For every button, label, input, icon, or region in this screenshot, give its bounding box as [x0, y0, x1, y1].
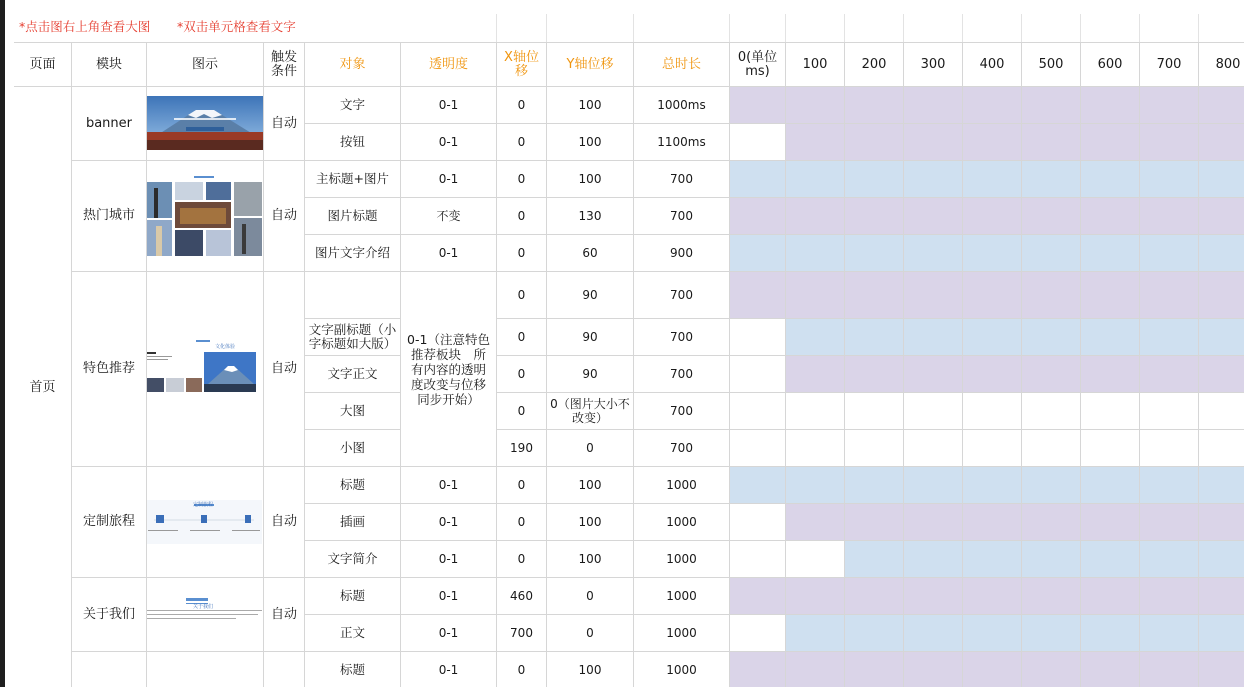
duration-cell[interactable]: 700: [634, 393, 730, 430]
timeline-cell[interactable]: [963, 319, 1022, 356]
timeline-cell[interactable]: [963, 393, 1022, 430]
header-cell[interactable]: 100: [786, 43, 845, 87]
timeline-cell[interactable]: [845, 430, 904, 467]
timeline-cell[interactable]: [1081, 430, 1140, 467]
timeline-cell[interactable]: [1140, 615, 1199, 652]
illustration-cell[interactable]: [147, 467, 264, 578]
timeline-cell[interactable]: [904, 235, 963, 272]
timeline-cell[interactable]: [1140, 198, 1199, 235]
trigger-cell[interactable]: [264, 652, 305, 687]
timeline-cell[interactable]: [1199, 393, 1244, 430]
timeline-cell[interactable]: [1140, 272, 1199, 319]
timeline-cell[interactable]: [963, 198, 1022, 235]
duration-cell[interactable]: 1000: [634, 504, 730, 541]
empty-top-cell[interactable]: [786, 14, 845, 43]
header-cell[interactable]: 400: [963, 43, 1022, 87]
object-cell[interactable]: 正文: [305, 615, 401, 652]
header-cell[interactable]: 总时长: [634, 43, 730, 87]
timeline-cell[interactable]: [904, 272, 963, 319]
duration-cell[interactable]: 1000ms: [634, 87, 730, 124]
timeline-cell[interactable]: [904, 124, 963, 161]
timeline-cell[interactable]: [845, 393, 904, 430]
thumbnail-caption: 关于我们: [193, 604, 214, 610]
timeline-cell[interactable]: [786, 319, 845, 356]
empty-top-cell[interactable]: [1199, 14, 1244, 43]
header-cell[interactable]: 图示: [147, 43, 264, 87]
object-cell[interactable]: 标题: [305, 467, 401, 504]
header-cell[interactable]: 0(单位ms): [730, 43, 786, 87]
opacity-cell[interactable]: 0-1: [401, 504, 497, 541]
timeline-cell[interactable]: [1199, 356, 1244, 393]
header-cell[interactable]: 800: [1199, 43, 1244, 87]
timeline-cell[interactable]: [845, 87, 904, 124]
y-offset-cell[interactable]: 100: [547, 541, 634, 578]
timeline-cell[interactable]: [1140, 356, 1199, 393]
trigger-cell[interactable]: 自动: [264, 578, 305, 652]
timeline-cell[interactable]: [1022, 161, 1081, 198]
timeline-cell[interactable]: [1081, 393, 1140, 430]
timeline-cell[interactable]: [786, 393, 845, 430]
timeline-cell[interactable]: [786, 356, 845, 393]
timeline-cell[interactable]: [1022, 356, 1081, 393]
timeline-cell[interactable]: [1140, 319, 1199, 356]
timeline-cell[interactable]: [963, 124, 1022, 161]
empty-top-cell[interactable]: [497, 14, 547, 43]
y-offset-cell[interactable]: 90: [547, 319, 634, 356]
timeline-cell[interactable]: [1081, 356, 1140, 393]
module-name-cell[interactable]: 定制旅程: [72, 467, 147, 578]
timeline-cell[interactable]: [1140, 467, 1199, 504]
timeline-cell[interactable]: [1081, 541, 1140, 578]
timeline-cell[interactable]: [1199, 124, 1244, 161]
x-offset-cell[interactable]: 460: [497, 578, 547, 615]
timeline-cell[interactable]: [1140, 87, 1199, 124]
empty-top-cell[interactable]: [845, 14, 904, 43]
timeline-cell[interactable]: [904, 198, 963, 235]
header-cell[interactable]: 模块: [72, 43, 147, 87]
trigger-cell[interactable]: 自动: [264, 87, 305, 161]
timeline-cell[interactable]: [786, 541, 845, 578]
timeline-cell[interactable]: [845, 615, 904, 652]
opacity-cell[interactable]: 0-1: [401, 578, 497, 615]
timeline-cell[interactable]: [904, 161, 963, 198]
timeline-cell[interactable]: [904, 430, 963, 467]
timeline-cell[interactable]: [963, 430, 1022, 467]
timeline-cell[interactable]: [904, 504, 963, 541]
y-offset-cell[interactable]: 90: [547, 272, 634, 319]
y-offset-cell[interactable]: 0: [547, 430, 634, 467]
timeline-cell[interactable]: [1140, 393, 1199, 430]
y-offset-cell[interactable]: 60: [547, 235, 634, 272]
timeline-cell[interactable]: [1081, 467, 1140, 504]
duration-cell[interactable]: 1000: [634, 541, 730, 578]
opacity-cell[interactable]: 不变: [401, 198, 497, 235]
timeline-cell[interactable]: [845, 467, 904, 504]
timeline-cell[interactable]: [963, 541, 1022, 578]
timeline-cell[interactable]: [786, 615, 845, 652]
timeline-cell[interactable]: [1022, 578, 1081, 615]
trigger-cell[interactable]: 自动: [264, 467, 305, 578]
timeline-cell[interactable]: [963, 615, 1022, 652]
timeline-cell[interactable]: [1199, 198, 1244, 235]
module-name-cell[interactable]: [72, 652, 147, 687]
timeline-cell[interactable]: [1081, 578, 1140, 615]
timeline-cell[interactable]: [730, 393, 786, 430]
timeline-cell[interactable]: [845, 124, 904, 161]
timeline-cell[interactable]: [1199, 652, 1244, 687]
duration-cell[interactable]: 1000: [634, 578, 730, 615]
timeline-cell[interactable]: [1140, 161, 1199, 198]
left-edge-bar: [0, 0, 5, 687]
timeline-cell[interactable]: [845, 652, 904, 687]
object-cell[interactable]: 图片文字介绍: [305, 235, 401, 272]
opacity-cell[interactable]: 0-1: [401, 467, 497, 504]
y-offset-cell[interactable]: 0（图片大小不改变）: [547, 393, 634, 430]
object-cell[interactable]: 文字正文: [305, 356, 401, 393]
note-view-large-image: *点击图右上角查看大图: [19, 19, 151, 34]
duration-cell[interactable]: 1000: [634, 652, 730, 687]
empty-top-cell[interactable]: [401, 14, 497, 43]
x-offset-cell[interactable]: 0: [497, 504, 547, 541]
y-offset-cell[interactable]: 0: [547, 615, 634, 652]
timeline-cell[interactable]: [904, 541, 963, 578]
header-cell[interactable]: 页面: [14, 43, 72, 87]
feature-thumbnail: [147, 340, 262, 402]
header-cell[interactable]: 300: [904, 43, 963, 87]
empty-top-cell[interactable]: [634, 14, 730, 43]
timeline-cell[interactable]: [904, 356, 963, 393]
y-offset-cell[interactable]: 100: [547, 504, 634, 541]
object-cell[interactable]: [305, 272, 401, 319]
object-cell[interactable]: 文字副标题（小字标题如大版）: [305, 319, 401, 356]
timeline-cell[interactable]: [1199, 430, 1244, 467]
timeline-cell[interactable]: [845, 541, 904, 578]
illustration-cell[interactable]: [147, 272, 264, 467]
timeline-cell[interactable]: [1022, 319, 1081, 356]
timeline-cell[interactable]: [845, 319, 904, 356]
timeline-cell[interactable]: [1081, 504, 1140, 541]
timeline-cell[interactable]: [1199, 467, 1244, 504]
timeline-cell[interactable]: [904, 652, 963, 687]
timeline-cell[interactable]: [1140, 504, 1199, 541]
header-cell[interactable]: X轴位移: [497, 43, 547, 87]
timeline-cell[interactable]: [1199, 272, 1244, 319]
hot-cities-thumbnail: [147, 174, 262, 256]
x-offset-cell[interactable]: 0: [497, 393, 547, 430]
timeline-cell[interactable]: [904, 615, 963, 652]
timeline-cell[interactable]: [786, 198, 845, 235]
timeline-cell[interactable]: [1081, 87, 1140, 124]
x-offset-cell[interactable]: 0: [497, 467, 547, 504]
duration-cell[interactable]: 900: [634, 235, 730, 272]
timeline-cell[interactable]: [845, 578, 904, 615]
timeline-cell[interactable]: [786, 235, 845, 272]
module-name-cell[interactable]: 关于我们: [72, 578, 147, 652]
timeline-cell[interactable]: [786, 430, 845, 467]
timeline-cell[interactable]: [1199, 87, 1244, 124]
y-offset-cell[interactable]: 0: [547, 578, 634, 615]
header-cell[interactable]: 500: [1022, 43, 1081, 87]
timeline-cell[interactable]: [1140, 235, 1199, 272]
timeline-cell[interactable]: [786, 504, 845, 541]
opacity-cell[interactable]: 0-1: [401, 652, 497, 687]
object-cell[interactable]: 插画: [305, 504, 401, 541]
x-offset-cell[interactable]: 700: [497, 615, 547, 652]
timeline-cell[interactable]: [1199, 161, 1244, 198]
timeline-cell[interactable]: [1081, 198, 1140, 235]
y-offset-cell[interactable]: 100: [547, 652, 634, 687]
timeline-cell[interactable]: [845, 235, 904, 272]
opacity-cell[interactable]: 0-1: [401, 161, 497, 198]
empty-top-cell[interactable]: [730, 14, 786, 43]
empty-top-cell[interactable]: [547, 14, 634, 43]
timeline-cell[interactable]: [845, 198, 904, 235]
illustration-cell[interactable]: [147, 652, 264, 687]
timeline-cell[interactable]: [786, 161, 845, 198]
timeline-cell[interactable]: [1140, 652, 1199, 687]
duration-cell[interactable]: 1100ms: [634, 124, 730, 161]
timeline-cell[interactable]: [1022, 467, 1081, 504]
timeline-cell[interactable]: [963, 652, 1022, 687]
duration-cell[interactable]: 1000: [634, 467, 730, 504]
timeline-cell[interactable]: [786, 578, 845, 615]
object-cell[interactable]: 大图: [305, 393, 401, 430]
trigger-cell[interactable]: 自动: [264, 272, 305, 467]
x-offset-cell[interactable]: 0: [497, 87, 547, 124]
empty-top-cell[interactable]: [1022, 14, 1081, 43]
timeline-cell[interactable]: [904, 467, 963, 504]
timeline-cell[interactable]: [730, 615, 786, 652]
object-cell[interactable]: 标题: [305, 578, 401, 615]
timeline-cell[interactable]: [1022, 541, 1081, 578]
opacity-cell[interactable]: 0-1: [401, 235, 497, 272]
timeline-cell[interactable]: [1022, 87, 1081, 124]
timeline-cell[interactable]: [904, 319, 963, 356]
timeline-cell[interactable]: [1140, 578, 1199, 615]
timeline-cell[interactable]: [1081, 615, 1140, 652]
timeline-cell[interactable]: [1081, 652, 1140, 687]
duration-cell[interactable]: 700: [634, 319, 730, 356]
timeline-cell[interactable]: [1022, 430, 1081, 467]
timeline-cell[interactable]: [963, 467, 1022, 504]
timeline-cell[interactable]: [963, 87, 1022, 124]
timeline-cell[interactable]: [1199, 319, 1244, 356]
timeline-cell[interactable]: [730, 652, 786, 687]
timeline-cell[interactable]: [730, 504, 786, 541]
header-cell[interactable]: 透明度: [401, 43, 497, 87]
timeline-cell[interactable]: [730, 319, 786, 356]
timeline-cell[interactable]: [904, 393, 963, 430]
duration-cell[interactable]: 700: [634, 430, 730, 467]
timeline-cell[interactable]: [786, 467, 845, 504]
timeline-cell[interactable]: [786, 652, 845, 687]
x-offset-cell[interactable]: 0: [497, 652, 547, 687]
illustration-cell[interactable]: [147, 87, 264, 161]
module-name-cell[interactable]: banner: [72, 87, 147, 161]
header-cell[interactable]: Y轴位移: [547, 43, 634, 87]
object-cell[interactable]: 小图: [305, 430, 401, 467]
timeline-cell[interactable]: [1022, 652, 1081, 687]
opacity-cell[interactable]: 0-1: [401, 87, 497, 124]
timeline-cell[interactable]: [730, 87, 786, 124]
timeline-cell[interactable]: [1199, 615, 1244, 652]
timeline-cell[interactable]: [730, 161, 786, 198]
object-cell[interactable]: 文字简介: [305, 541, 401, 578]
timeline-cell[interactable]: [786, 272, 845, 319]
timeline-cell[interactable]: [730, 356, 786, 393]
object-cell[interactable]: 按钮: [305, 124, 401, 161]
thumbnail-caption: 文化体验: [215, 344, 236, 350]
timeline-cell[interactable]: [963, 356, 1022, 393]
timeline-cell[interactable]: [1199, 235, 1244, 272]
empty-top-cell[interactable]: [904, 14, 963, 43]
timeline-cell[interactable]: [1022, 615, 1081, 652]
header-cell[interactable]: 700: [1140, 43, 1199, 87]
module-name-cell[interactable]: 热门城市: [72, 161, 147, 272]
note-double-click: *双击单元格查看文字: [177, 19, 296, 34]
x-offset-cell[interactable]: 0: [497, 198, 547, 235]
header-cell[interactable]: 对象: [305, 43, 401, 87]
timeline-cell[interactable]: [730, 430, 786, 467]
timeline-cell[interactable]: [1081, 272, 1140, 319]
header-cell[interactable]: 600: [1081, 43, 1140, 87]
empty-top-cell[interactable]: [963, 14, 1022, 43]
x-offset-cell[interactable]: 0: [497, 124, 547, 161]
y-offset-cell[interactable]: 100: [547, 124, 634, 161]
x-offset-cell[interactable]: 0: [497, 541, 547, 578]
timeline-cell[interactable]: [730, 198, 786, 235]
timeline-cell[interactable]: [845, 272, 904, 319]
timeline-cell[interactable]: [730, 541, 786, 578]
timeline-cell[interactable]: [786, 87, 845, 124]
header-cell[interactable]: 200: [845, 43, 904, 87]
timeline-cell[interactable]: [1022, 272, 1081, 319]
duration-cell[interactable]: 700: [634, 272, 730, 319]
x-offset-cell[interactable]: 0: [497, 235, 547, 272]
timeline-cell[interactable]: [1081, 124, 1140, 161]
timeline-cell[interactable]: [1140, 430, 1199, 467]
header-cell[interactable]: 触发条件: [264, 43, 305, 87]
illustration-cell[interactable]: [147, 578, 264, 652]
duration-cell[interactable]: 1000: [634, 615, 730, 652]
x-offset-cell[interactable]: 0: [497, 319, 547, 356]
timeline-cell[interactable]: [730, 578, 786, 615]
y-offset-cell[interactable]: 100: [547, 161, 634, 198]
timeline-cell[interactable]: [1140, 541, 1199, 578]
timeline-cell[interactable]: [845, 504, 904, 541]
x-offset-cell[interactable]: 190: [497, 430, 547, 467]
x-offset-cell[interactable]: 0: [497, 161, 547, 198]
timeline-cell[interactable]: [730, 124, 786, 161]
timeline-cell[interactable]: [1081, 235, 1140, 272]
illustration-cell[interactable]: [147, 161, 264, 272]
opacity-cell[interactable]: 0-1: [401, 615, 497, 652]
timeline-cell[interactable]: [963, 272, 1022, 319]
y-offset-cell[interactable]: 130: [547, 198, 634, 235]
banner-thumbnail: [147, 96, 264, 150]
timeline-cell[interactable]: [1022, 124, 1081, 161]
duration-cell[interactable]: 700: [634, 161, 730, 198]
opacity-cell[interactable]: 0-1: [401, 124, 497, 161]
object-cell[interactable]: 标题: [305, 652, 401, 687]
timeline-cell[interactable]: [1081, 319, 1140, 356]
timeline-cell[interactable]: [1022, 198, 1081, 235]
timeline-cell[interactable]: [730, 235, 786, 272]
page-name-cell[interactable]: 首页: [14, 87, 72, 687]
timeline-cell[interactable]: [1022, 504, 1081, 541]
object-cell[interactable]: 文字: [305, 87, 401, 124]
timeline-cell[interactable]: [1022, 235, 1081, 272]
feature-opacity-merged-cell[interactable]: 0-1（注意特色推荐板块 所有内容的透明度改变与位移同步开始）: [401, 272, 497, 467]
y-offset-cell[interactable]: 100: [547, 467, 634, 504]
timeline-cell[interactable]: [1081, 161, 1140, 198]
timeline-cell[interactable]: [845, 356, 904, 393]
timeline-cell[interactable]: [1199, 504, 1244, 541]
x-offset-cell[interactable]: 0: [497, 356, 547, 393]
thumbnail-caption: 定制旅程: [193, 502, 214, 508]
object-cell[interactable]: 主标题+图片: [305, 161, 401, 198]
timeline-cell[interactable]: [963, 161, 1022, 198]
timeline-cell[interactable]: [845, 161, 904, 198]
y-offset-cell[interactable]: 100: [547, 87, 634, 124]
timeline-cell[interactable]: [904, 578, 963, 615]
timeline-cell[interactable]: [786, 124, 845, 161]
opacity-cell[interactable]: 0-1: [401, 541, 497, 578]
duration-cell[interactable]: 700: [634, 356, 730, 393]
timeline-cell[interactable]: [963, 578, 1022, 615]
timeline-cell[interactable]: [730, 467, 786, 504]
timeline-cell[interactable]: [904, 87, 963, 124]
timeline-cell[interactable]: [1022, 393, 1081, 430]
timeline-cell[interactable]: [1140, 124, 1199, 161]
object-cell[interactable]: 图片标题: [305, 198, 401, 235]
duration-cell[interactable]: 700: [634, 198, 730, 235]
timeline-cell[interactable]: [730, 272, 786, 319]
y-offset-cell[interactable]: 90: [547, 356, 634, 393]
empty-top-cell[interactable]: [1140, 14, 1199, 43]
timeline-cell[interactable]: [963, 235, 1022, 272]
x-offset-cell[interactable]: 0: [497, 272, 547, 319]
timeline-cell[interactable]: [1199, 578, 1244, 615]
empty-top-cell[interactable]: [1081, 14, 1140, 43]
trigger-cell[interactable]: 自动: [264, 161, 305, 272]
module-name-cell[interactable]: 特色推荐: [72, 272, 147, 467]
timeline-cell[interactable]: [963, 504, 1022, 541]
timeline-cell[interactable]: [1199, 541, 1244, 578]
